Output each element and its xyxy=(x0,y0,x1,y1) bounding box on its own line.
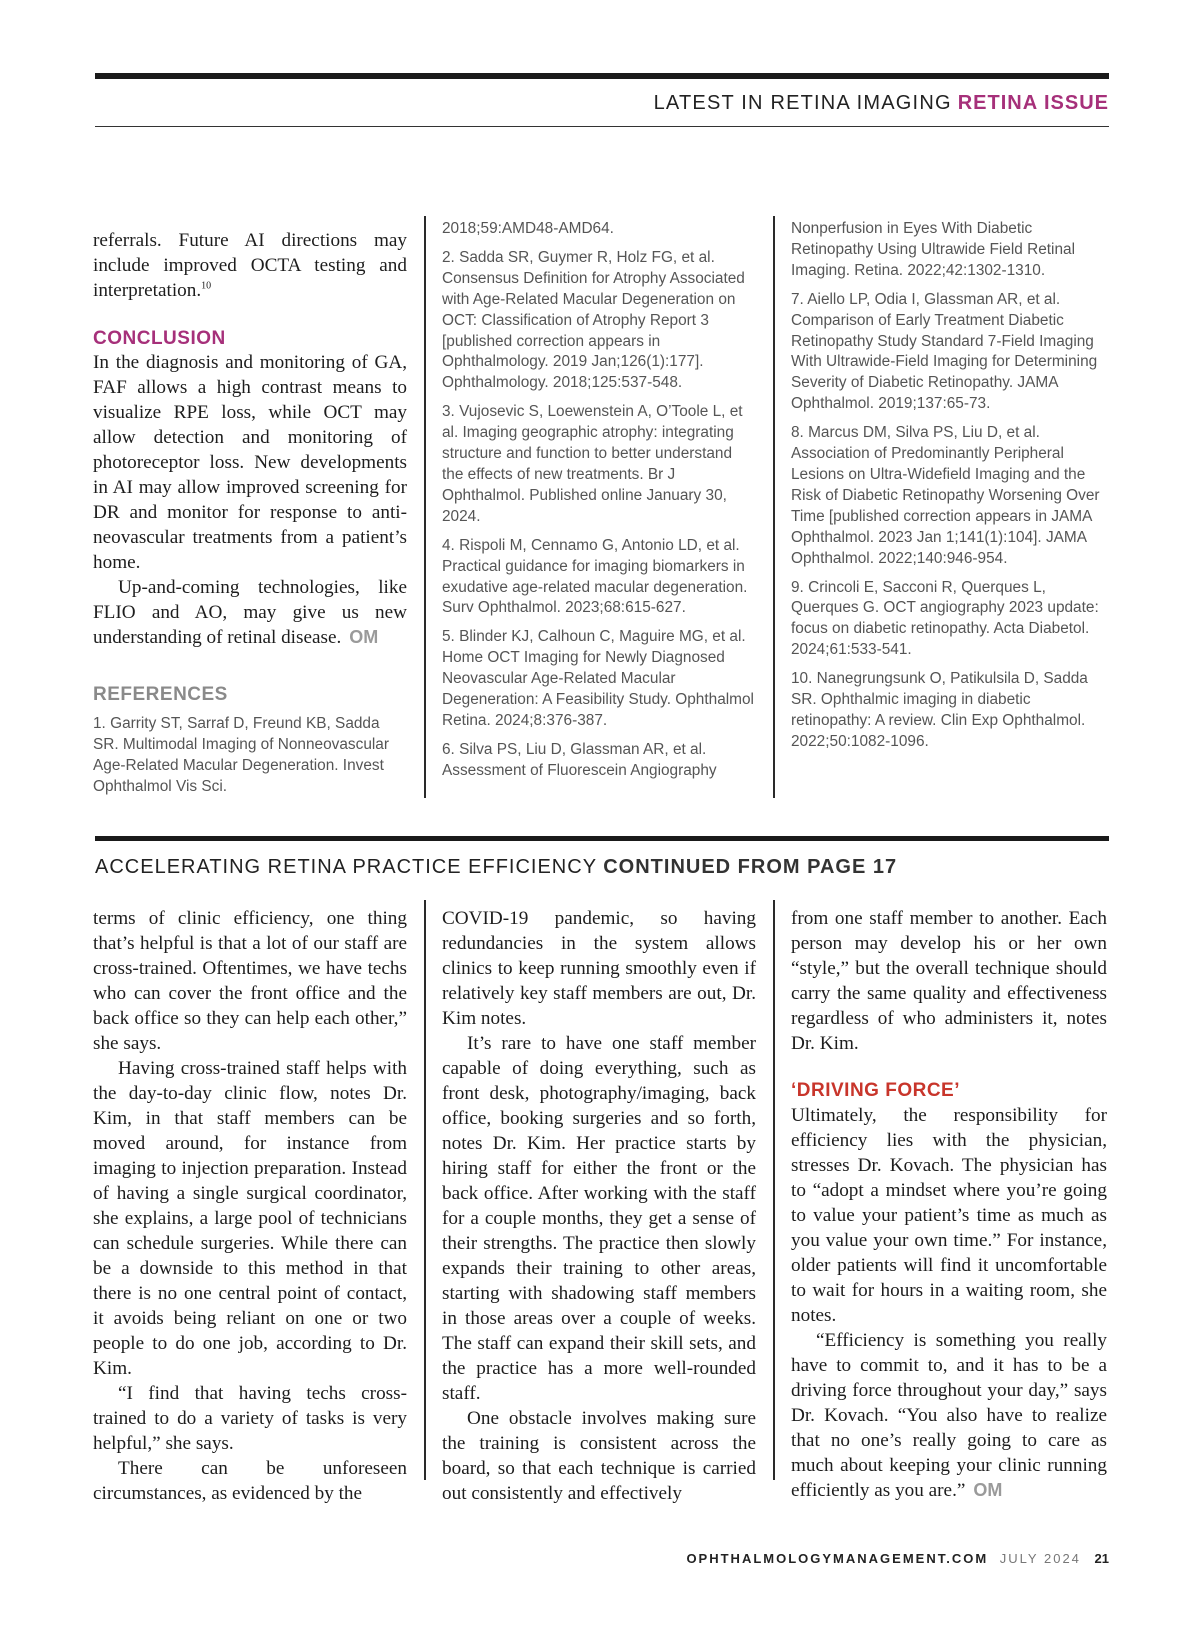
final-paragraph-text: “Efficiency is something you really have to commit to, and it has to be a driving force throughout your day,” says Dr. Kovach. “You also have to realize that no one’s really going to care as much about keeping your clinic running efficiently as you are.” xyxy=(791,1330,1107,1501)
running-header xyxy=(654,92,1109,115)
bottom-column-1 xyxy=(93,906,407,1506)
bottom-column-2 xyxy=(442,906,756,1506)
end-mark: OM xyxy=(973,1480,1003,1500)
bottom-column-divider-2 xyxy=(773,900,775,1480)
body-paragraph: terms of clinic efficiency, one thing that’s helpful is that a lot of our staff are cross-trained. Oftentimes, we have techs who can cover the front office and the back office so they can help each other,” she says. xyxy=(93,908,407,1054)
page-footer xyxy=(686,1551,1109,1566)
top-column-2 xyxy=(442,219,754,782)
intro-footnote: 10 xyxy=(201,280,212,292)
reference-3: 3. Vujosevic S, Loewenstein A, O’Toole L, et al. Imaging geographic atrophy: integrating structure and function to better understand the effects of new treatments. Br J Ophthalmol. Published online January 30, 2024. xyxy=(442,403,743,525)
body-paragraph: There can be unforeseen circumstances, as evidenced by the xyxy=(93,1458,407,1504)
header-underline xyxy=(95,126,1109,127)
top-column-divider-2 xyxy=(773,216,775,798)
body-paragraph: It’s rare to have one staff member capable of doing everything, such as front desk, photography/imaging, back office, booking surgeries and so forth, notes Dr. Kim. Her practice starts by hiring staff for either the front or the back office. After working with the staff for a couple months, they get a sense of their strengths. The practice then slowly expands their training to other areas, starting with shadowing staff members in those areas over a couple of weeks. The staff can expand their skill sets, and the practice has a more well-rounded staff. xyxy=(442,1033,756,1404)
reference-5: 5. Blinder KJ, Calhoun C, Maguire MG, et al. Home OCT Imaging for Newly Diagnosed Neovascular Age-Related Macular Degeneration: A Feasibility Study. Ophthalmol Retina. 2024;8:376-387. xyxy=(442,628,754,729)
bottom-column-3 xyxy=(791,906,1107,1503)
conclusion-heading: CONCLUSION xyxy=(93,328,226,349)
top-column-divider-1 xyxy=(424,216,426,798)
footer-website: OPHTHALMOLOGYMANAGEMENT.COM xyxy=(686,1551,989,1566)
intro-paragraph xyxy=(93,228,407,303)
end-mark: OM xyxy=(349,627,379,647)
intro-text: referrals. Future AI directions may include improved OCTA testing and interpretation. xyxy=(93,230,407,301)
reference-1-continued: 2018;59:AMD48-AMD64. xyxy=(442,220,614,237)
continued-article-name: ACCELERATING RETINA PRACTICE EFFICIENCY xyxy=(95,856,597,878)
section-rule xyxy=(95,836,1109,841)
reference-4: 4. Rispoli M, Cennamo G, Antonio LD, et al. Practical guidance for imaging biomarkers in exudative age-related macular degeneration. Surv Ophthalmol. 2023;68:615-627. xyxy=(442,536,748,617)
reference-1: 1. Garrity ST, Sarraf D, Freund KB, Sadda SR. Multimodal Imaging of Nonneovascular Age-Related Macular Degeneration. Invest Ophthalmol Vis Sci. xyxy=(93,715,389,795)
reference-10: 10. Nanegrungsunk O, Patikulsila D, Sadda SR. Ophthalmic imaging in diabetic retinopathy: A review. Clin Exp Ophthalmol. 2022;50:1082-1096. xyxy=(791,670,1088,750)
reference-2: 2. Sadda SR, Guymer R, Holz FG, et al. Consensus Definition for Atrophy Associated with Age-Related Macular Degeneration on OCT: Classification of Atrophy Report 3 [published correction appears in Ophthalmology. 2019 Jan;126(1):177]. Ophthalmology. 2018;125:537-548. xyxy=(442,248,745,392)
references-heading: REFERENCES xyxy=(93,684,228,705)
header-section: LATEST IN RETINA IMAGING xyxy=(653,92,952,114)
reference-7: 7. Aiello LP, Odia I, Glassman AR, et al. Comparison of Early Treatment Diabetic Retinopathy Study Standard 7-Field Imaging With Ultrawide-Field Imaging for Determining Severity of Diabetic Retinopathy. JAMA Ophthalmol. 2019;137:65-73. xyxy=(791,290,1098,413)
body-paragraph: Ultimately, the responsibility for efficiency lies with the physician, stresses Dr. Kovach. The physician has to “adopt a mindset where you’re going to value your patient’s time as much as you value your own time.” For instance, older patients will find it uncomfortable to wait for hours in a waiting room, she notes. xyxy=(791,1105,1107,1326)
header-issue-tag: RETINA ISSUE xyxy=(957,92,1109,114)
body-paragraph: from one staff member to another. Each person may develop his or her own “style,” but the overall technique should carry the same quality and effectiveness regardless of who administers it, notes Dr. Kim. xyxy=(791,908,1107,1054)
page-number: 21 xyxy=(1094,1551,1109,1566)
top-column-1 xyxy=(93,228,407,798)
conclusion-paragraph-2 xyxy=(93,575,407,650)
footer-date: JULY 2024 xyxy=(999,1551,1081,1566)
body-paragraph: One obstacle involves making sure the training is consistent across the board, so that each technique is carried out consistently and effectively xyxy=(442,1408,756,1504)
conclusion-body xyxy=(93,350,407,650)
reference-6-continued: Nonperfusion in Eyes With Diabetic Retinopathy Using Ultrawide Field Retinal Imaging. Retina. 2022;42:1302-1310. xyxy=(791,220,1076,279)
conclusion-paragraph-2-text: Up-and-coming technologies, like FLIO and AO, may give us new understanding of retinal disease. xyxy=(93,577,407,648)
driving-force-heading: ‘DRIVING FORCE’ xyxy=(791,1080,961,1101)
continued-article-title xyxy=(95,856,897,879)
body-paragraph: COVID-19 pandemic, so having redundancies in the system allows clinics to keep running smoothly even if relatively key staff members are out, Dr. Kim notes. xyxy=(442,908,756,1029)
body-paragraph: Having cross-trained staff helps with the day-to-day clinic flow, notes Dr. Kim, in that staff members can be moved around, for instance from imaging to injection preparation. Instead of having a single surgical coordinator, she explains, a large pool of technicians can schedule surgeries. While there can be a downside to this method in that there is no one central point of contact, it avoids being reliant on one or two people to do one job, according to Dr. Kim. xyxy=(93,1058,407,1379)
references-list-part-1 xyxy=(93,714,407,798)
body-paragraph: “I find that having techs cross-trained to do a variety of tasks is very helpful,” she says. xyxy=(93,1383,407,1454)
body-paragraph-final xyxy=(791,1328,1107,1503)
conclusion-paragraph-1: In the diagnosis and monitoring of GA, FAF allows a high contrast means to visualize RPE loss, while OCT may allow detection and monitoring of photoreceptor loss. New developments in AI may allow improved screening for DR and monitor for response to anti-neovascular treatments from a patient’s home. xyxy=(93,352,407,573)
top-rule xyxy=(95,73,1109,79)
top-column-3 xyxy=(791,219,1107,753)
continued-from-label: CONTINUED FROM PAGE 17 xyxy=(603,856,898,878)
reference-8: 8. Marcus DM, Silva PS, Liu D, et al. Association of Predominantly Peripheral Lesions on Ultra-Widefield Imaging and the Risk of Diabetic Retinopathy Worsening Over Time [published correction appears in JAMA Ophthalmol. 2023 Jan 1;141(1):104]. JAMA Ophthalmol. 2022;140:946-954. xyxy=(791,424,1100,567)
bottom-column-divider-1 xyxy=(424,900,426,1480)
reference-9: 9. Crincoli E, Sacconi R, Querques L, Querques G. OCT angiography 2023 update: focus on diabetic retinopathy. Acta Diabetol. 2024;61:533-541. xyxy=(791,578,1099,659)
reference-6: 6. Silva PS, Liu D, Glassman AR, et al. Assessment of Fluorescein Angiography xyxy=(442,740,717,779)
